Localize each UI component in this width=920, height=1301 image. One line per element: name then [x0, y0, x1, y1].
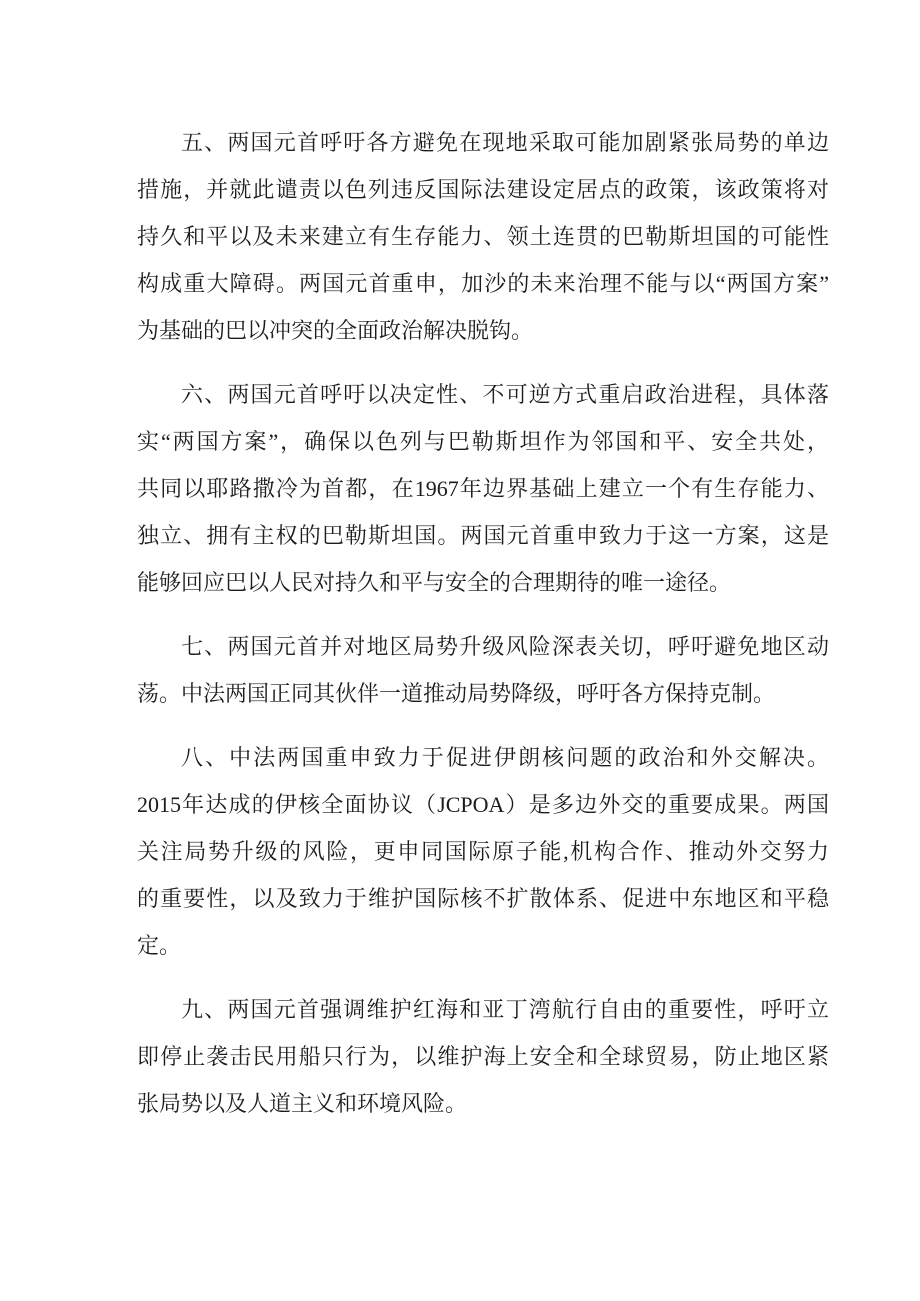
- paragraph-6-line-3: 共同以耶路撒冷为首都，在1967年边界基础上建立一个有生存能力、: [137, 476, 829, 501]
- paragraph-8-line-3: 关注局势升级的风险，更申同国际原子能,机构合作、推动外交努力: [137, 839, 829, 864]
- paragraph-6-line-5: 能够回应巴以人民对持久和平与安全的合理期待的唯一途径。: [137, 570, 732, 595]
- paragraph-8-line-4: 的重要性，以及致力于维护国际核不扩散体系、促进中东地区和平稳: [137, 886, 829, 911]
- paragraph-8-line-1: 八、中法两国重申致力于促进伊朗核问题的政治和外交解决。: [181, 745, 829, 770]
- paragraph-6-line-4: 独立、拥有主权的巴勒斯坦国。两国元首重申致力于这一方案，这是: [137, 523, 829, 548]
- paragraph-5-line-1: 五、两国元首呼吁各方避免在现地采取可能加剧紧张局势的单边: [181, 130, 829, 155]
- paragraph-5-line-5: 为基础的巴以冲突的全面政治解决脱钩。: [137, 318, 534, 343]
- paragraph-5-line-4: 构成重大障碍。两国元首重申，加沙的未来治理不能与以“两国方案”: [137, 271, 829, 296]
- paragraph-5-line-3: 持久和平以及未来建立有生存能力、领土连贯的巴勒斯坦国的可能性: [137, 224, 829, 249]
- paragraph-7-line-1: 七、两国元首并对地区局势升级风险深表关切，呼吁避免地区动: [181, 634, 829, 659]
- paragraph-5-line-2: 措施，并就此谴责以色列违反国际法建设定居点的政策，该政策将对: [137, 177, 829, 202]
- paragraph-7-line-2: 荡。中法两国正同其伙伴一道推动局势降级，呼吁各方保持克制。: [137, 681, 776, 706]
- paragraph-6-line-2: 实“两国方案”，确保以色列与巴勒斯坦作为邻国和平、安全共处，: [137, 429, 829, 454]
- paragraph-9-line-2: 即停止袭击民用船只行为，以维护海上安全和全球贸易，防止地区紧: [137, 1044, 829, 1069]
- paragraph-8-line-2: 2015年达成的伊核全面协议（JCPOA）是多边外交的重要成果。两国: [137, 792, 829, 817]
- paragraph-9-line-1: 九、两国元首强调维护红海和亚丁湾航行自由的重要性，呼吁立: [181, 997, 829, 1022]
- paragraph-8: [137, 734, 829, 969]
- paragraph-5: [137, 119, 829, 354]
- paragraph-6: [137, 371, 829, 606]
- paragraph-6-line-1: 六、两国元首呼吁以决定性、不可逆方式重启政治进程，具体落: [181, 382, 829, 407]
- document-body: [137, 119, 829, 1144]
- paragraph-9: [137, 986, 829, 1127]
- paragraph-8-line-5: 定。: [137, 933, 182, 958]
- paragraph-9-line-3: 张局势以及人道主义和环境风险。: [137, 1091, 468, 1116]
- paragraph-7: [137, 623, 829, 717]
